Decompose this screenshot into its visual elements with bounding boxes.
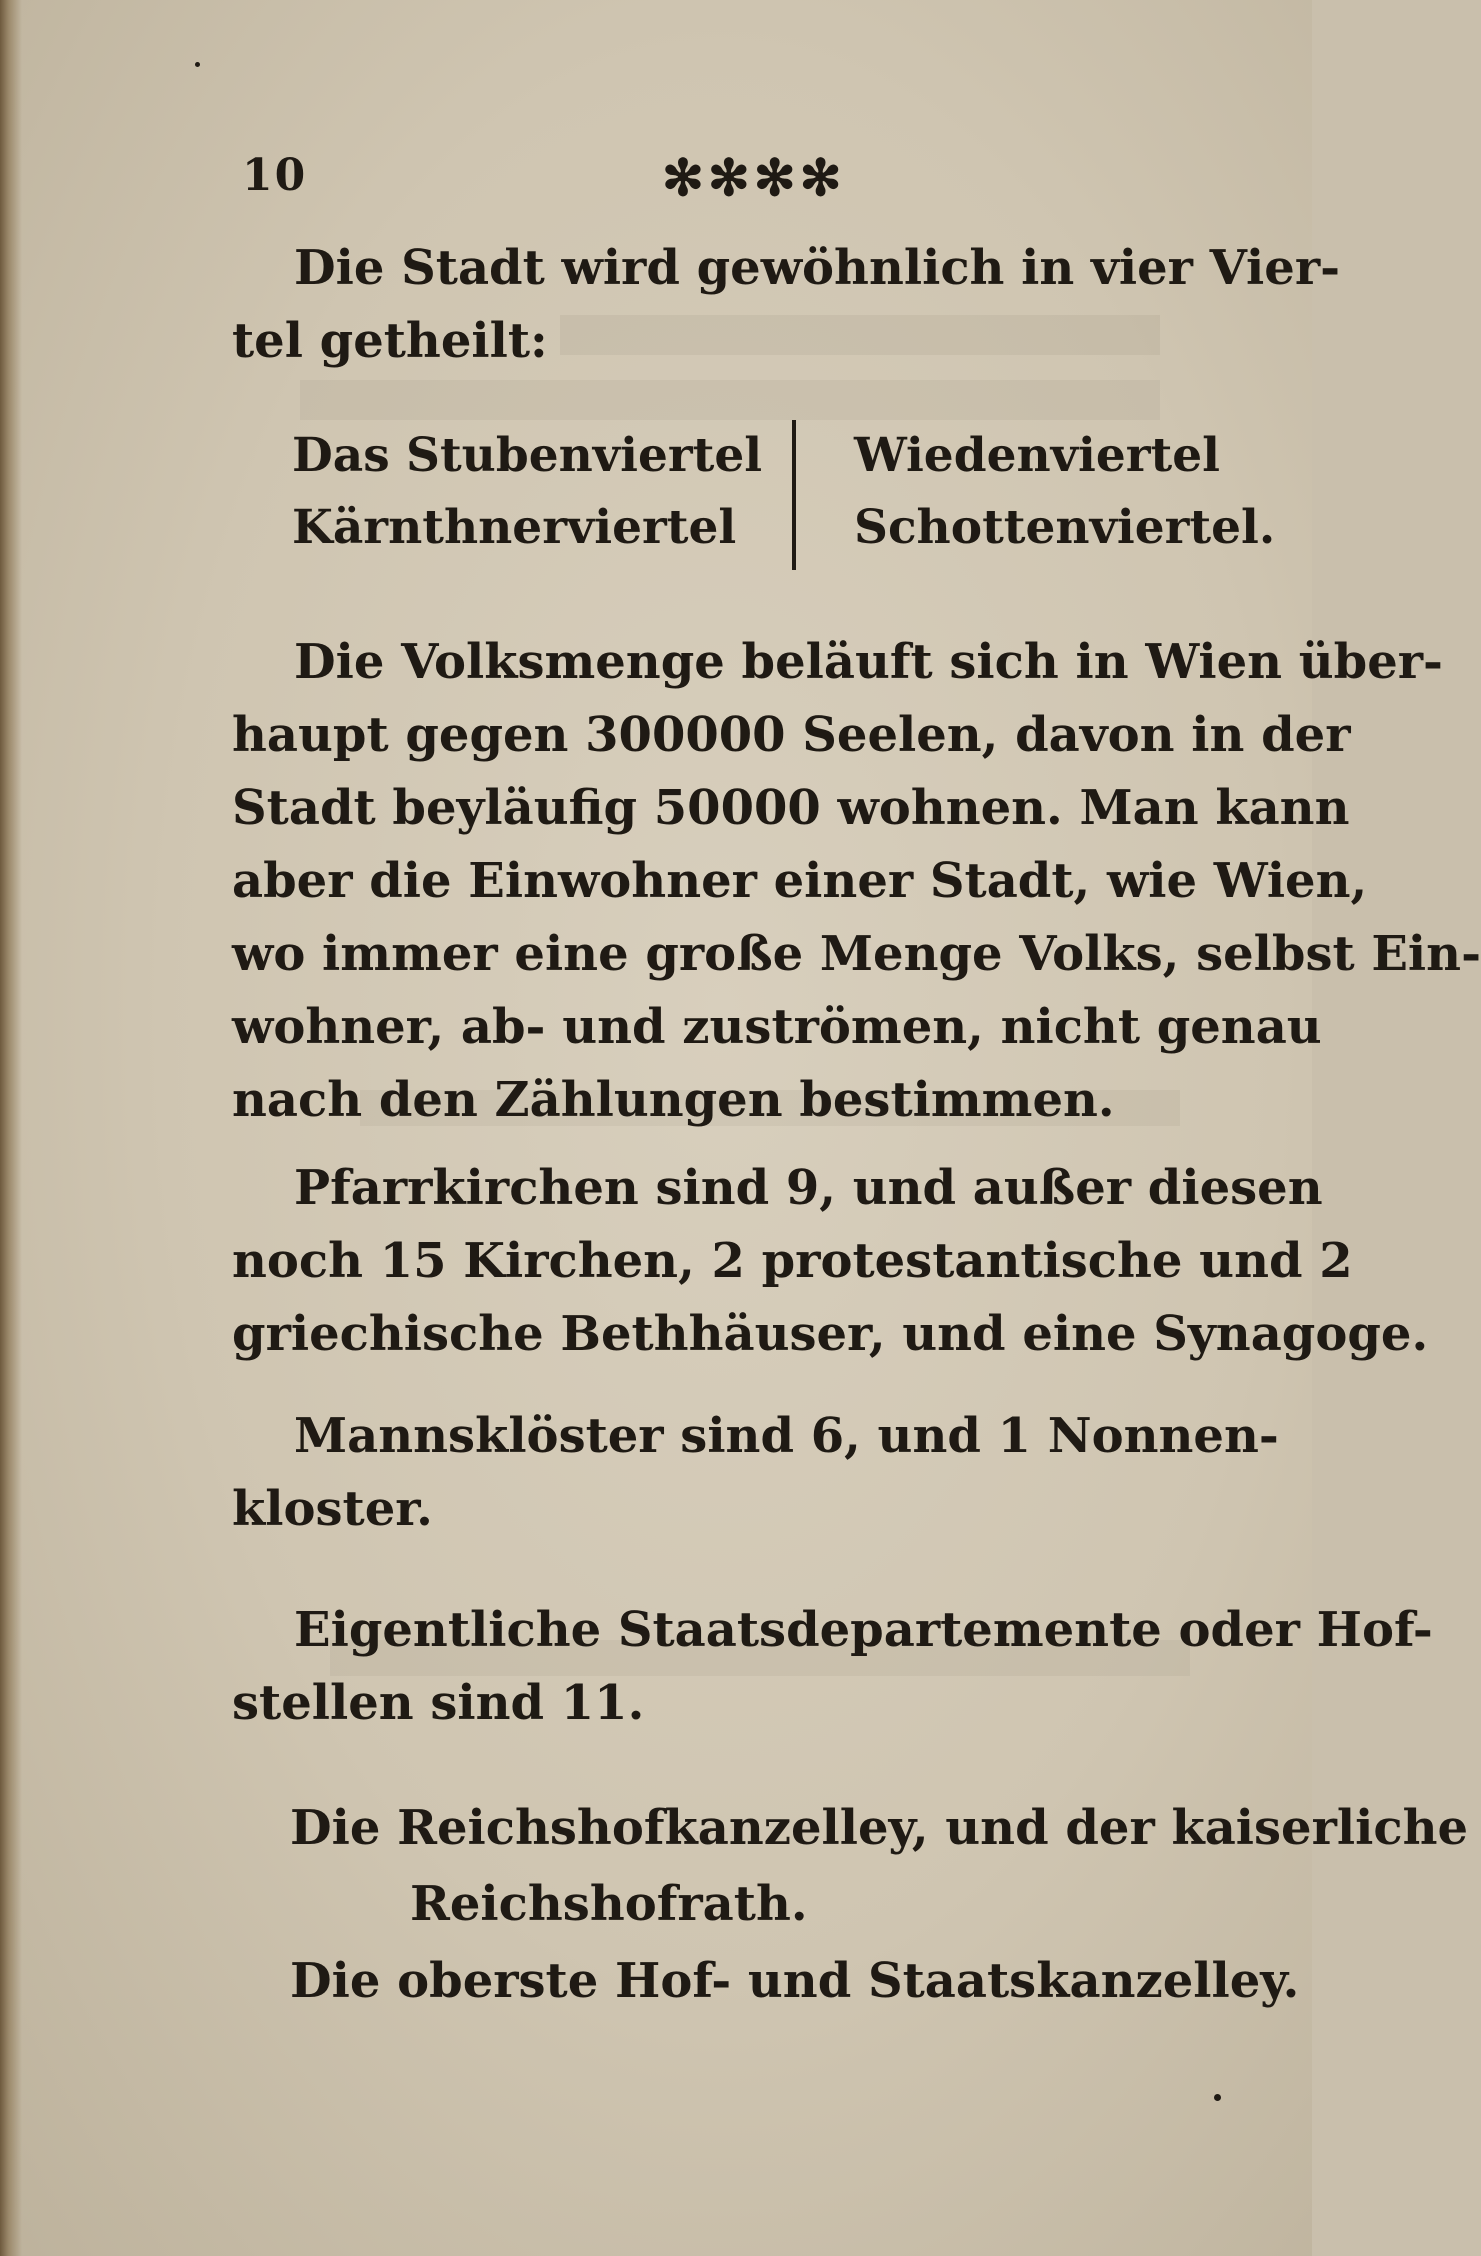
text-line: kloster. [232,1481,433,1537]
bleed-through [300,380,1160,420]
text-line: nach den Zählungen bestimmen. [232,1072,1115,1128]
text-line: griechische Bethhäuser, und eine Synagoge. [232,1306,1429,1362]
text-line: Die Volksmenge beläuft sich in Wien über- [294,634,1443,690]
quarter-name: Wiedenviertel [854,428,1220,483]
text-line: aber die Einwohner einer Stadt, wie Wien, [232,853,1368,909]
text-line: Eigentliche Staatsdepartemente oder Hof- [294,1602,1433,1658]
paragraph-monasteries [232,1400,1279,1546]
text-line: wo immer eine große Menge Volks, selbst Ein- [232,926,1481,982]
paragraph-population [232,626,1481,1137]
text-line: haupt gegen 300000 Seelen, davon in der [232,707,1351,763]
text-line: tel getheilt: [232,313,548,369]
paragraph-churches [232,1152,1429,1371]
quarters-right-column [854,420,1275,564]
text-line: noch 15 Kirchen, 2 protestantische und 2 [232,1233,1353,1289]
text-line: Pfarrkirchen sind 9, und außer diesen [294,1160,1323,1216]
quarters-table [232,420,1276,570]
quarter-name: Schottenviertel. [854,500,1276,555]
text-line: Mannsklöster sind 6, und 1 Nonnen- [294,1408,1279,1464]
quarters-left-column [292,420,762,564]
paragraph-city-quarters [232,232,1341,378]
text-line: Stadt beyläufig 50000 wohnen. Man kann [232,780,1350,836]
office-line: Die oberste Hof- und Staatskanzelley. [290,1953,1300,2009]
spine-shadow [0,0,22,2256]
paragraph-departments [232,1594,1433,1740]
office-line-continued: Reichshofrath. [410,1876,808,1932]
page-number: 10 [242,150,308,201]
ink-speck [195,62,200,67]
running-header [242,148,846,210]
quarter-name: Das Stubenviertel [292,428,763,483]
ink-speck [1214,2094,1221,2101]
text-line: Die Stadt wird gewöhnlich in vier Vier- [294,240,1341,296]
header-ornament: ✻✻✻✻ [662,148,846,207]
text-line: wohner, ab- und zuströmen, nicht genau [232,999,1322,1055]
office-line: Die Reichshofkanzelley, und der kaiserliche [290,1800,1469,1856]
text-line: stellen sind 11. [232,1675,645,1731]
column-divider [792,420,796,570]
quarter-name: Kärnthnerviertel [292,500,737,555]
